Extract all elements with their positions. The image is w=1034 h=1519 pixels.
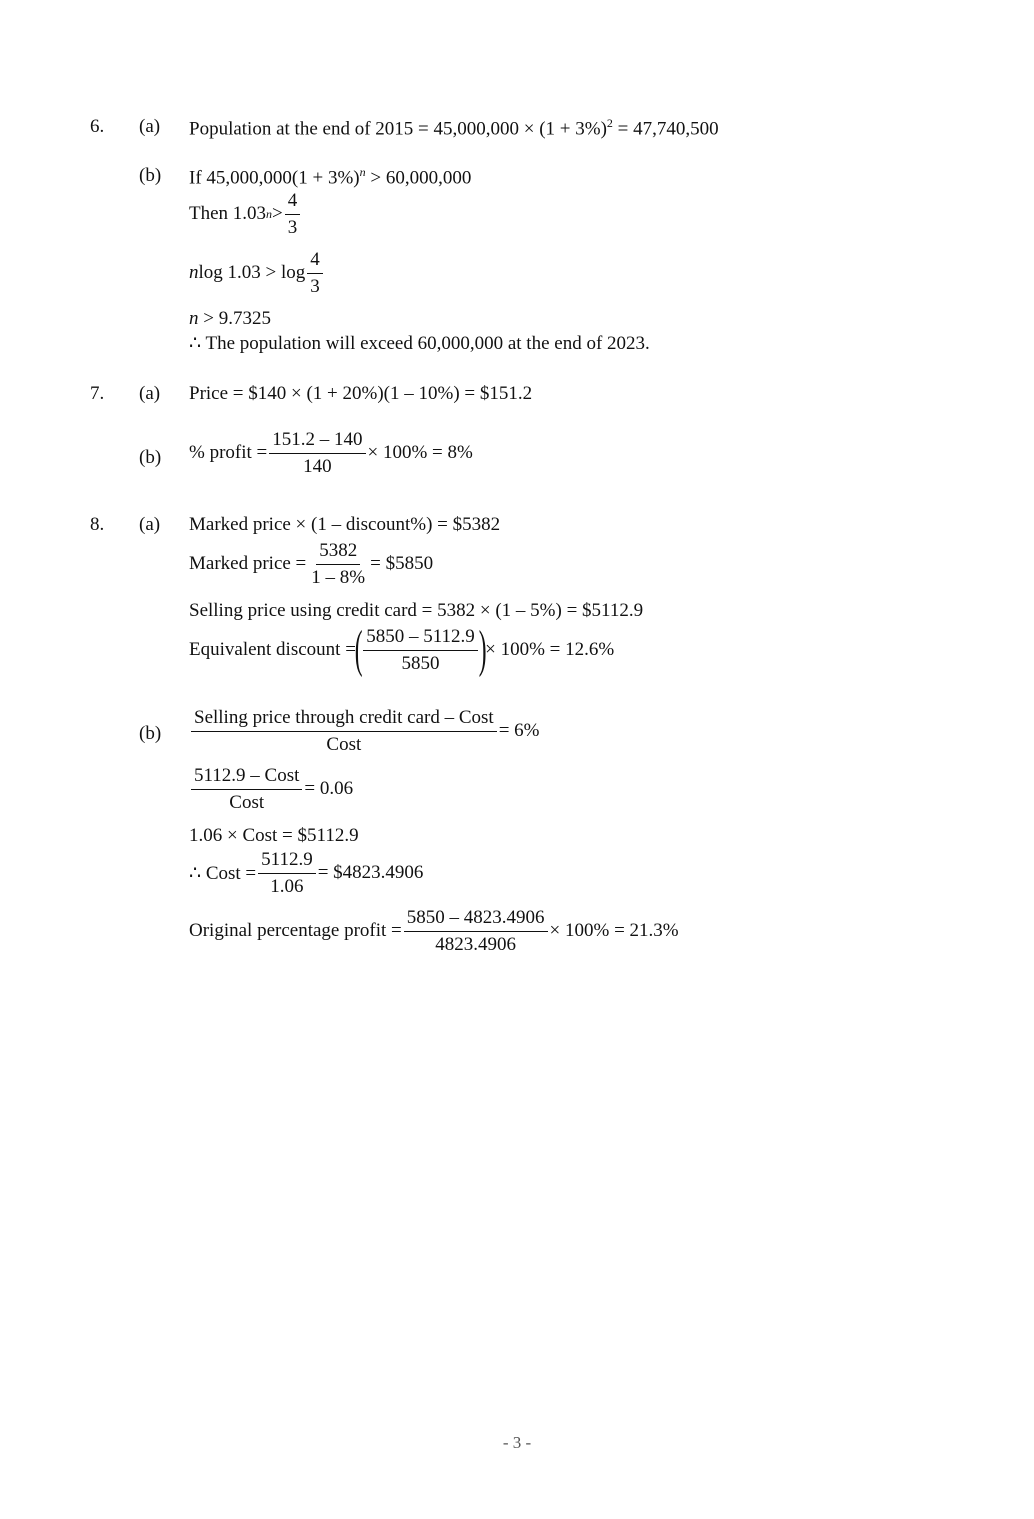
q7b-pre: % profit =: [189, 442, 268, 464]
q6a-result: = 47,740,500: [612, 118, 719, 140]
q8b-line1-post: = 6%: [498, 720, 540, 742]
q8a-line2-fraction: [308, 541, 368, 588]
q6b-line1-exp: n: [359, 165, 366, 179]
q6b-line2-fraction: [285, 191, 301, 238]
q6b-line2: [189, 191, 302, 238]
q6b-line4-var: n: [189, 308, 199, 329]
q8b-line1-fraction: [191, 708, 497, 755]
q8b-line4-denominator: 1.06: [270, 875, 304, 897]
q8a-line4-post: × 100% = 12.6%: [485, 639, 615, 660]
q8a-line4-pre: Equivalent discount =: [189, 639, 356, 660]
q8a-line3: Selling price using credit card = 5382 × (1 – 5%) = $5112.9: [189, 600, 644, 621]
q8a-line4: [189, 621, 615, 678]
q6b-line2-rel: >: [272, 203, 283, 225]
q7a-text: Price = $140 × (1 + 20%)(1 – 10%) = $151.2: [189, 383, 533, 404]
right-paren: ): [478, 621, 487, 678]
q8b-line5: [189, 908, 679, 955]
q8b-line2-numerator: 5112.9 – Cost: [191, 766, 302, 790]
q8a-line4-numerator: 5850 – 5112.9: [363, 627, 478, 651]
q6b-line2-denominator: 3: [287, 216, 298, 238]
q6a-exponent: 2: [606, 116, 613, 130]
q8a-line2-pre: Marked price =: [189, 553, 307, 575]
q7b-post: × 100% = 8%: [367, 442, 473, 464]
q8b-line4-pre: ∴ Cost =: [189, 862, 257, 884]
q6b-line1-post: > 60,000,000: [365, 167, 472, 189]
q6b-line2-exp: n: [266, 206, 273, 221]
q8b-line4-fraction: [258, 850, 316, 897]
q6b-line3-var: n: [189, 262, 199, 284]
q8b-line5-denominator: 4823.4906: [435, 933, 517, 955]
q8a-line2-numerator: 5382: [316, 541, 360, 565]
q6b-label: (b): [139, 165, 162, 186]
q6b-line2-numerator: 4: [285, 191, 301, 215]
q6a-label: (a): [139, 116, 161, 137]
q8b-line5-pre: Original percentage profit =: [189, 920, 402, 942]
q6b-conclusion: ∴ The population will exceed 60,000,000 at the end of 2023.: [189, 333, 650, 354]
q6b-line4: [189, 309, 271, 328]
q6b-line3-denominator: 3: [310, 275, 320, 297]
q6b-line1-pre: If 45,000,000(1 + 3%): [189, 167, 360, 189]
q8a-label: (a): [139, 514, 161, 535]
q8b-line2-fraction: [191, 766, 302, 813]
q8a-line2-denominator: 1 – 8%: [311, 566, 366, 588]
q7a-label: (a): [139, 383, 161, 404]
q8b-line2-denominator: Cost: [229, 791, 265, 813]
q8-number: 8.: [90, 514, 105, 535]
q8b-line4: [189, 850, 423, 897]
q6b-line3-pre: log 1.03 > log: [198, 262, 306, 284]
q6a-main: Population at the end of 2015 = 45,000,000 × (1 + 3%): [189, 118, 607, 140]
q8b-line3: 1.06 × Cost = $5112.9: [189, 825, 359, 846]
q8a-line4-fraction: [363, 627, 478, 674]
q6b-line1: [189, 166, 471, 187]
q7-number: 7.: [90, 383, 105, 404]
q8b-line1-denominator: Cost: [326, 733, 362, 755]
q7b-fraction: [269, 430, 365, 477]
q8a-line2-post: = $5850: [370, 553, 434, 575]
q8b-line5-post: × 100% = 21.3%: [549, 920, 679, 942]
q6b-line2-pre: Then 1.03: [189, 203, 267, 225]
q8a-line1: Marked price × (1 – discount%) = $5382: [189, 514, 501, 535]
q8a-line2: [189, 541, 433, 588]
q7b-numerator: 151.2 – 140: [269, 430, 365, 454]
q6-number: 6.: [90, 116, 105, 137]
q8a-line4-denominator: 5850: [401, 652, 440, 674]
left-paren: (: [354, 621, 363, 678]
q8b-line2: [189, 766, 353, 813]
q8b-line1: [189, 708, 540, 755]
q8b-line2-post: = 0.06: [304, 778, 354, 800]
q8b-line4-numerator: 5112.9: [258, 850, 316, 874]
q8b-line5-fraction: [404, 908, 548, 955]
q7b-denominator: 140: [303, 455, 332, 477]
q6a-text: [189, 117, 719, 138]
q8b-line1-numerator: Selling price through credit card – Cost: [191, 708, 497, 732]
q7b-line: [189, 430, 473, 477]
page-number: - 3 -: [502, 1433, 532, 1452]
q8b-line4-post: = $4823.4906: [317, 862, 424, 884]
q6b-line3: [189, 250, 325, 297]
q8b-line5-numerator: 5850 – 4823.4906: [404, 908, 548, 932]
q6b-line3-fraction: [307, 250, 323, 297]
q7b-label: (b): [139, 447, 162, 468]
q8b-label: (b): [139, 723, 162, 744]
q6b-line4-post: > 9.7325: [198, 308, 271, 329]
q6b-line3-numerator: 4: [307, 250, 323, 274]
